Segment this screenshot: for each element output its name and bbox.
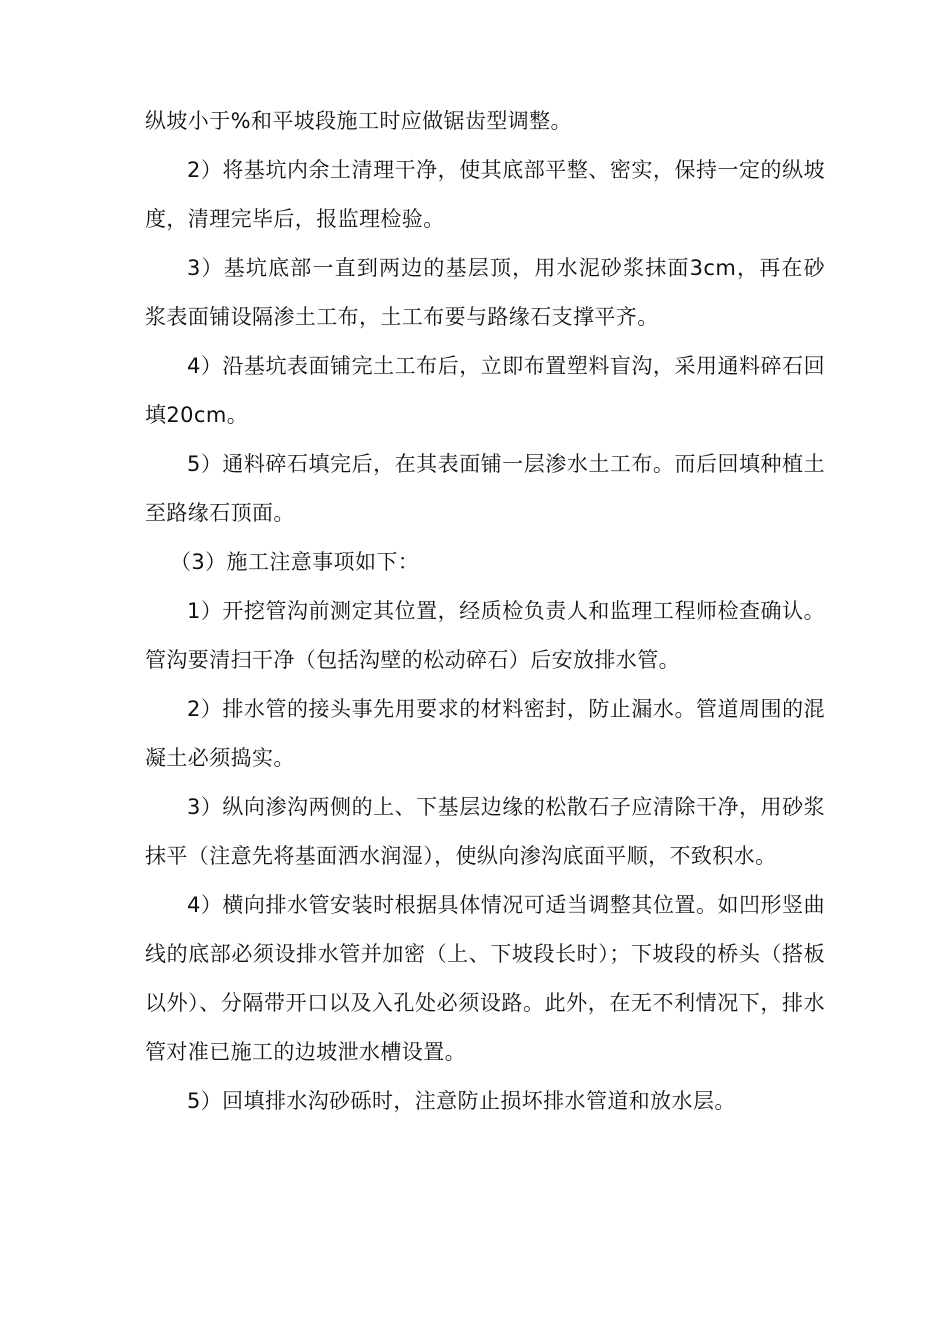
section-heading-precautions: （3）施工注意事项如下：	[170, 550, 420, 574]
paragraph-step-2: 2）将基坑内余土清理干净，使其底部平整、密实，保持一定的纵坡度，清理完毕后，报监理检验。	[145, 158, 825, 231]
paragraph-step-5: 5）通料碎石填完后，在其表面铺一层渗水土工布。而后回填种植土至路缘石顶面。	[145, 452, 825, 525]
paragraph-precaution-3: 3）纵向渗沟两侧的上、下基层边缘的松散石子应清除干净，用砂浆抹平（注意先将基面洒水润湿），使纵向渗沟底面平顺，不致积水。	[145, 795, 825, 868]
body-text	[145, 97, 825, 1126]
paragraph-step-3: 3）基坑底部一直到两边的基层顶，用水泥砂浆抹面3cm，再在砂浆表面铺设隔渗土工布，土工布要与路缘石支撑平齐。	[145, 256, 825, 329]
paragraph-precaution-1: 1）开挖管沟前测定其位置，经质检负责人和监理工程师检查确认。管沟要清扫干净（包括沟壁的松动碎石）后安放排水管。	[145, 599, 825, 672]
paragraph-precaution-2: 2）排水管的接头事先用要求的材料密封，防止漏水。管道周围的混凝土必须捣实。	[145, 697, 825, 770]
paragraph-precaution-5: 5）回填排水沟砂砾时，注意防止损坏排水管道和放水层。	[187, 1089, 736, 1113]
paragraph-continuation: 纵坡小于%和平坡段施工时应做锯齿型调整。	[145, 109, 572, 133]
paragraph-precaution-4: 4）横向排水管安装时根据具体情况可适当调整其位置。如凹形竖曲线的底部必须设排水管并加密（上、下坡段长时）；下坡段的桥头（搭板以外）、分隔带开口以及入孔处必须设路。此外，在无不利情况下，排水管对准已施工的边坡泄水槽设置。	[145, 893, 825, 1064]
paragraph-step-4: 4）沿基坑表面铺完土工布后，立即布置塑料盲沟，采用通料碎石回填20cm。	[145, 354, 825, 427]
